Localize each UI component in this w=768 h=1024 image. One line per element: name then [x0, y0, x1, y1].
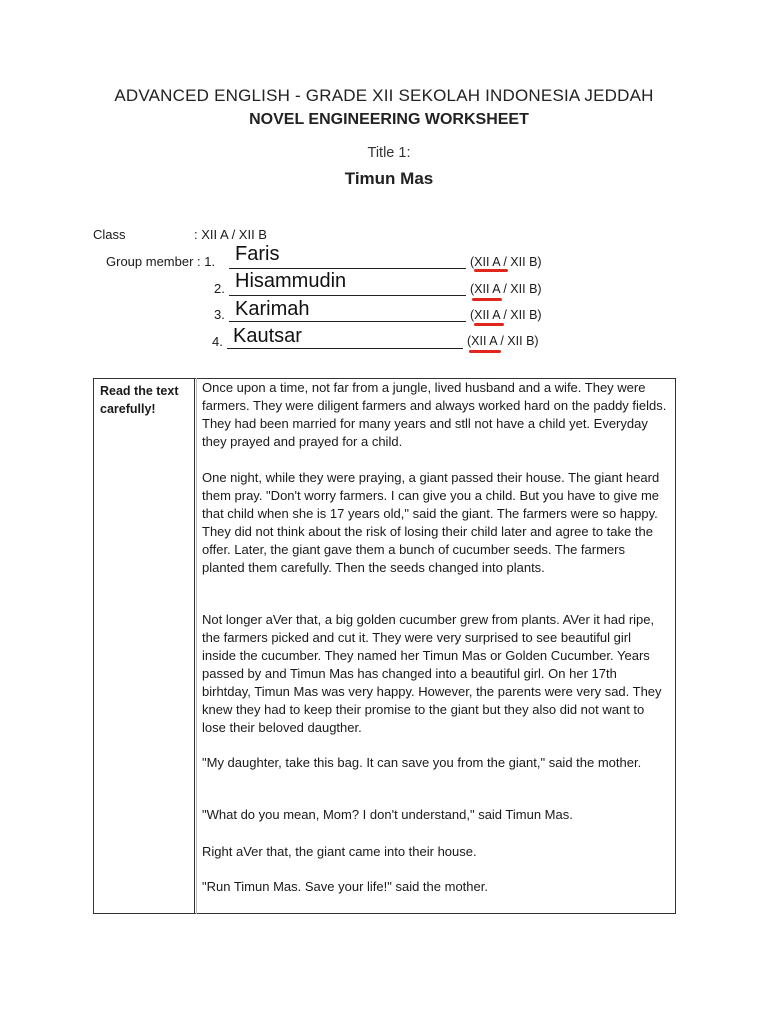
worksheet-title: NOVEL ENGINEERING WORKSHEET [249, 111, 529, 128]
story-paragraph-7 [202, 878, 668, 896]
group-member-label: Group member : 1. [106, 254, 216, 269]
header-school-line: ADVANCED ENGLISH - GRADE XII SEKOLAH INDONESIA JEDDAH [114, 86, 654, 105]
story-paragraph-3 [202, 611, 668, 737]
member-2-red-underline [472, 298, 502, 301]
story-paragraph-2 [202, 469, 668, 577]
story-paragraph-5 [202, 806, 668, 824]
story-title: Timun Mas [344, 169, 434, 188]
class-value: : XII A / XII B [194, 227, 267, 242]
member-3-name: Karimah [235, 298, 310, 320]
story-paragraph-6 [202, 843, 668, 861]
table-column-divider [194, 378, 195, 914]
member-3-line [229, 321, 466, 322]
member-1-class-a: XII A [474, 255, 500, 269]
member-1-name: Faris [235, 243, 280, 265]
table-column-divider-inner [196, 378, 197, 914]
member-3-number: 3. [214, 307, 225, 322]
member-3-class: (XII A / XII B) [470, 308, 542, 322]
member-4-class-b: / XII B) [496, 334, 539, 348]
member-3-class-b: / XII B) [499, 308, 542, 322]
paragraph-text: "My daughter, take this bag. It can save you from the giant," said the mother. [202, 755, 642, 770]
paragraph-text: Right aVer that, the giant came into their house. [202, 844, 477, 859]
member-4-class-a: XII A [471, 334, 497, 348]
member-2-line [229, 295, 466, 296]
member-3-red-underline [474, 323, 504, 326]
member-4-number: 4. [212, 334, 223, 349]
member-3-class-a: XII A [474, 308, 500, 322]
member-1-class: (XII A / XII B) [470, 255, 542, 269]
member-4-red-underline [469, 350, 501, 353]
instruction-label: Read the text carefully! [100, 384, 179, 416]
member-2-number: 2. [214, 281, 225, 296]
paragraph-text: Once upon a time, not far from a jungle, lived husband and a wife. They were farmers. They were diligent farmers and always worked hard on the paddy fields. They had been married for many years and stll not have a child yet. Everyday they prayed and prayed for a child. [202, 380, 667, 449]
paragraph-text: "Run Timun Mas. Save your life!" said the mother. [202, 879, 488, 894]
member-1-red-underline [474, 269, 508, 272]
member-2-class-b: / XII B) [499, 282, 542, 296]
member-4-line [227, 348, 463, 349]
class-label: Class [93, 227, 126, 242]
member-1-line [229, 268, 466, 269]
title-label: Title 1: [367, 145, 411, 161]
paragraph-text: "What do you mean, Mom? I don't understand," said Timun Mas. [202, 807, 573, 822]
paragraph-text: One night, while they were praying, a giant passed their house. The giant heard them pray. "Don't worry farmers. I can give you a child. But you have to give me that child when she is 17 years old," said the giant. The farmers were so happy. They did not think about the risk of losing their child later and agree to take the offer. Later, the giant gave them a bunch of cucumber seeds. The farmers planted them carefully. Then the seeds changed into plants. [202, 470, 660, 575]
member-4-name: Kautsar [233, 325, 302, 347]
member-1-class-b: / XII B) [499, 255, 542, 269]
member-2-class: (XII A / XII B) [470, 282, 542, 296]
member-2-name: Hisammudin [235, 270, 347, 292]
member-4-class: (XII A / XII B) [467, 334, 539, 348]
story-paragraph-1 [202, 379, 668, 451]
story-paragraph-4 [202, 754, 668, 772]
member-2-class-a: XII A [474, 282, 500, 296]
paragraph-text: Not longer aVer that, a big golden cucumber grew from plants. AVer it had ripe, the farmers picked and cut it. They were very surprised to see beautiful girl inside the cucumber. They named her Timun Mas or Golden Cucumber. Years passed by and Timun Mas has changed into a beautiful girl. On her 17th birhtday, Timun Mas was very happy. However, the parents were very sad. They knew they had to keep their promise to the giant but they also did not want to lose their beloved daugther. [202, 612, 662, 735]
